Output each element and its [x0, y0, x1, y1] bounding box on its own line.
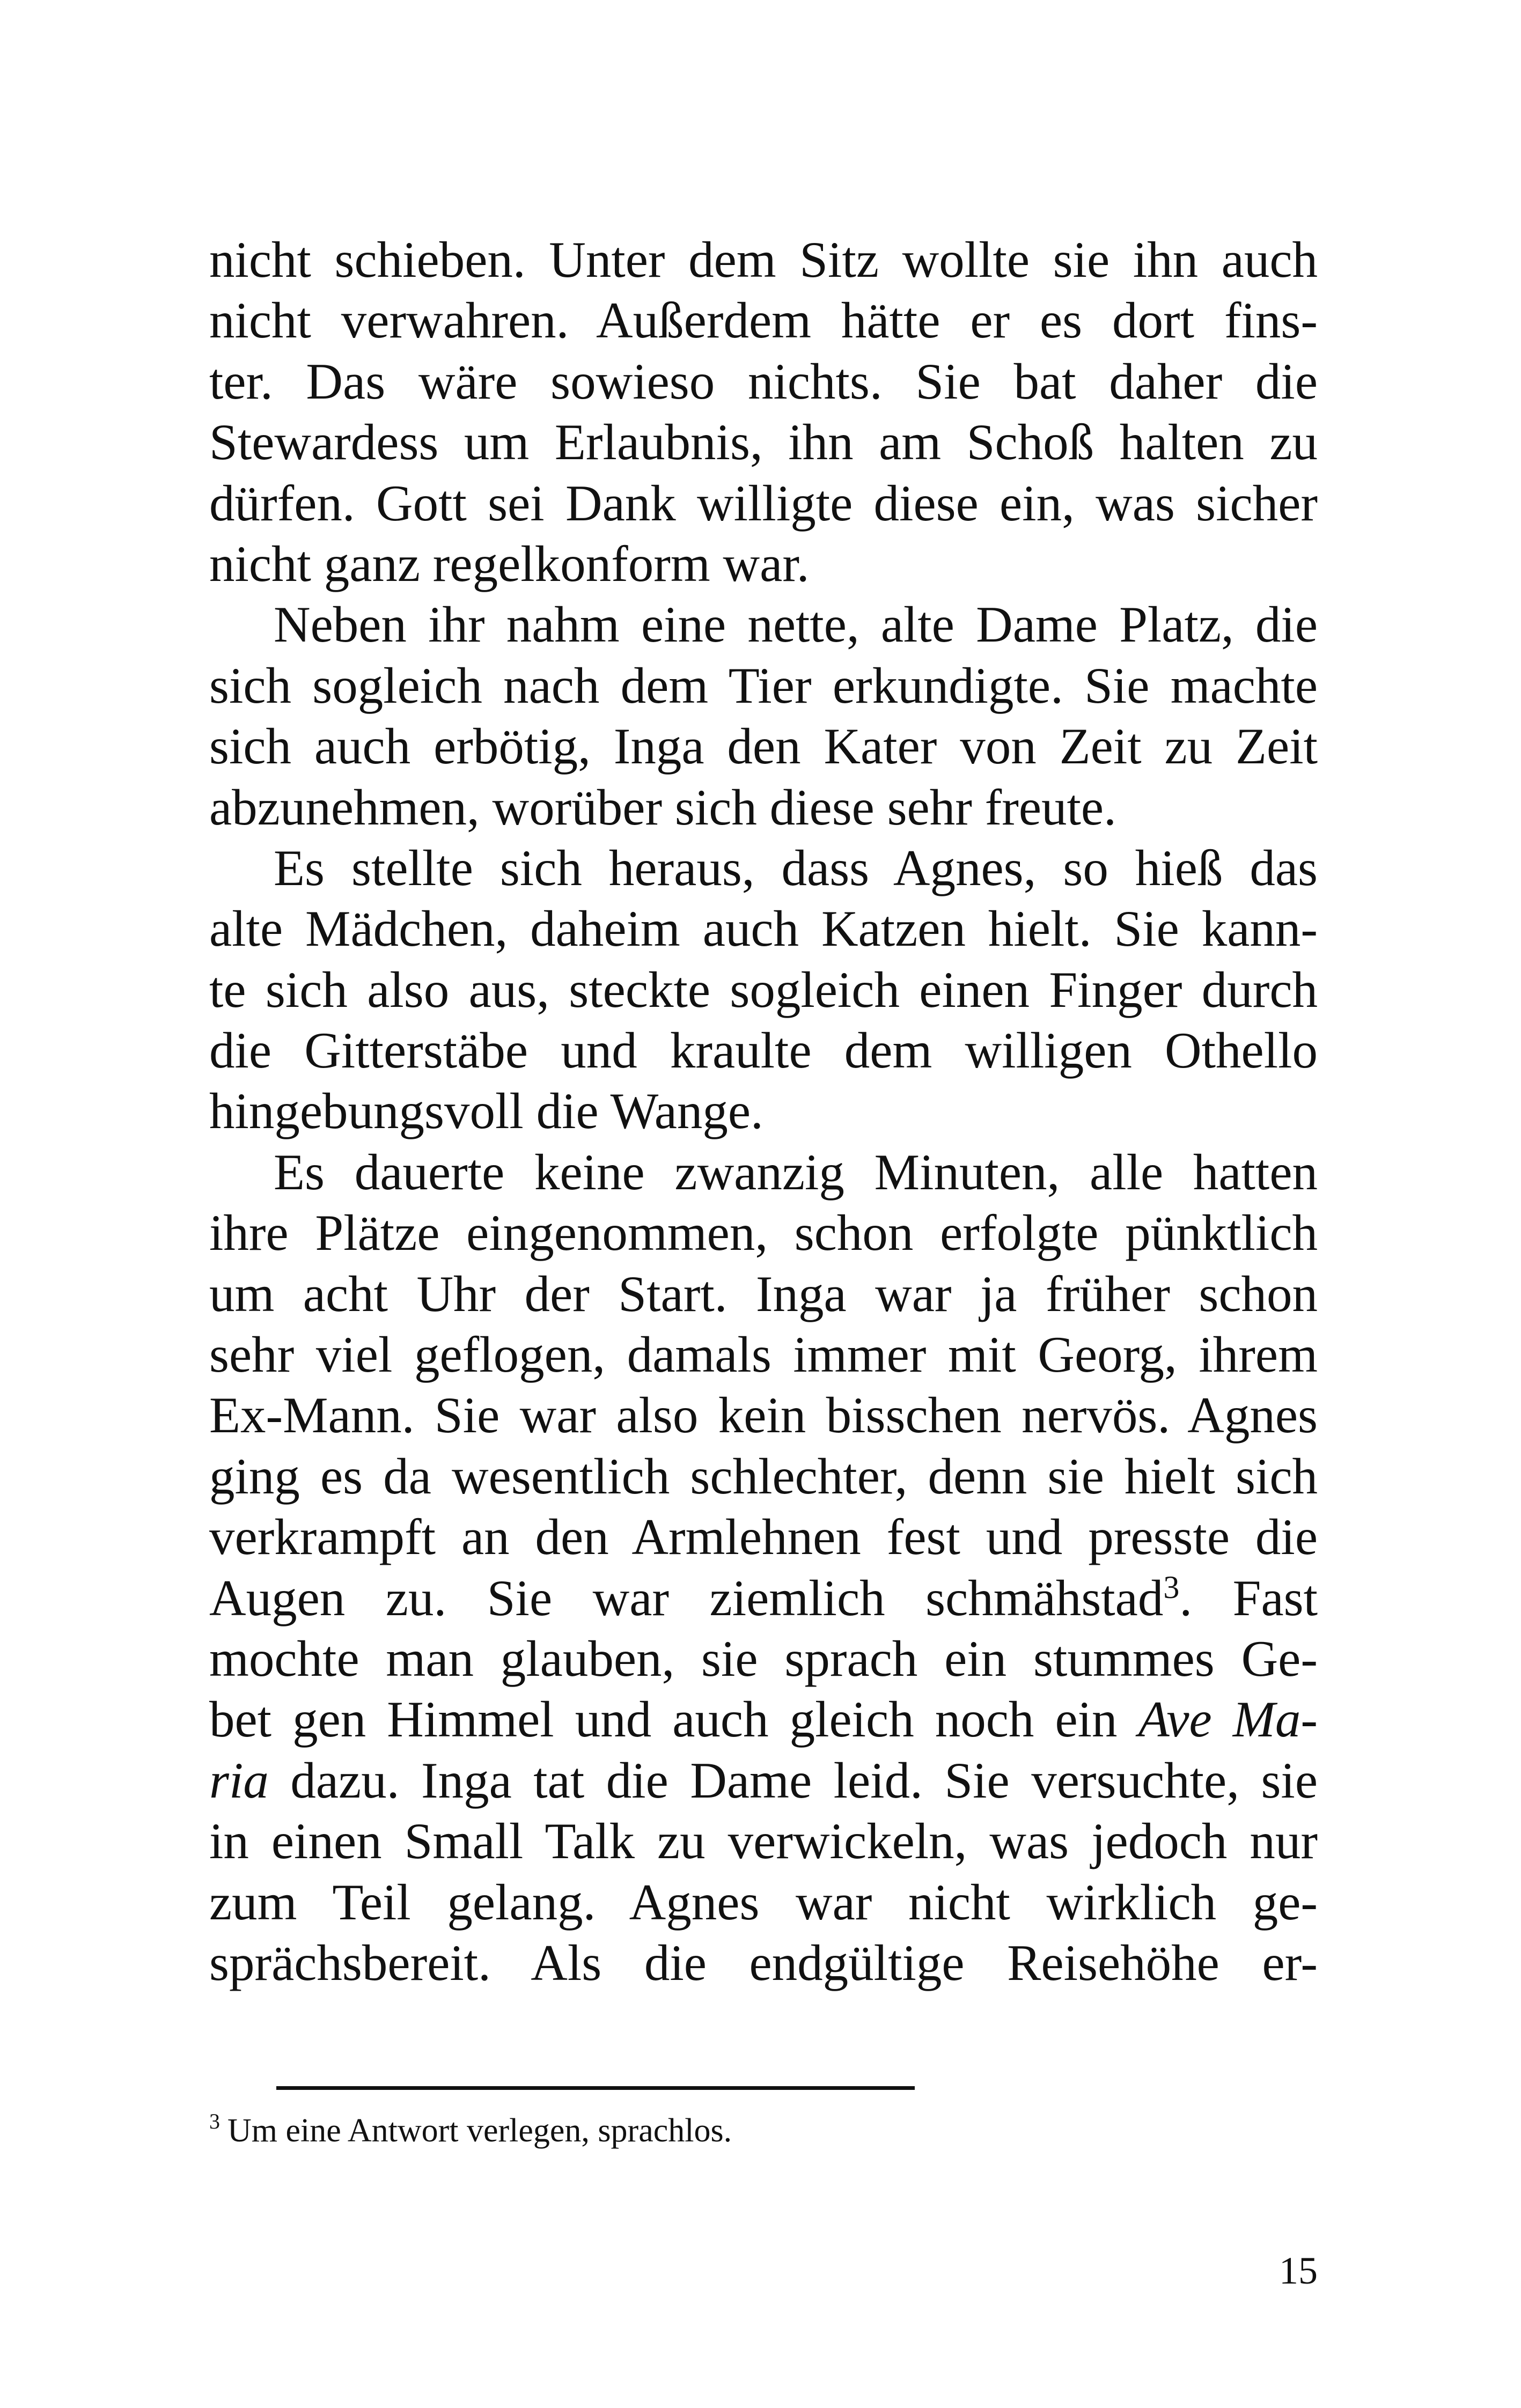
text-line: sich auch erbötig, Inga den Kater von Zeit zu Zeit: [209, 718, 1318, 775]
text-segment: Augen zu. Sie war ziemlich schmähstad: [209, 1569, 1164, 1626]
text-line: Stewardess um Erlaubnis, ihn am Schoß halten zu: [209, 414, 1318, 471]
text-line: nicht ganz regelkonform war.: [209, 535, 810, 592]
footnote-separator-rule: [276, 2086, 915, 2090]
text-line: die Gitterstäbe und kraulte dem willigen Othello: [209, 1022, 1318, 1079]
footnote: [209, 2109, 732, 2152]
text-line: ihre Plätze eingenommen, schon erfolgte pünktlich: [209, 1204, 1318, 1262]
text-line: abzunehmen, worüber sich diese sehr freute.: [209, 778, 1116, 836]
italic-text: ria: [209, 1751, 269, 1809]
text-line: ging es da wesentlich schlechter, denn sie hielt sich: [209, 1447, 1318, 1505]
paragraph-2: [209, 594, 1318, 838]
text-line: Es dauerte keine zwanzig Minuten, alle hatten: [274, 1143, 1318, 1201]
text-line-with-italic: [209, 1689, 1318, 1750]
text-line: alte Mädchen, daheim auch Katzen hielt. Sie kann-: [209, 900, 1318, 958]
text-line: dürfen. Gott sei Dank willigte diese ein, was sicher: [209, 474, 1318, 532]
text-line: Neben ihr nahm eine nette, alte Dame Platz, die: [274, 596, 1318, 653]
text-line: mochte man glauben, sie sprach ein stummes Ge-: [209, 1630, 1318, 1687]
text-line-with-italic: [209, 1750, 1318, 1811]
page-number: 15: [1279, 2249, 1318, 2292]
paragraph-4: [209, 1142, 1318, 1993]
text-line: um acht Uhr der Start. Inga war ja früher schon: [209, 1265, 1318, 1322]
text-line: te sich also aus, steckte sogleich einen Finger durch: [209, 961, 1318, 1018]
text-line: Ex-Mann. Sie war also kein bisschen nervös. Agnes: [209, 1387, 1318, 1444]
text-line: sehr viel geflogen, damals immer mit Georg, ihrem: [209, 1326, 1318, 1383]
text-line: nicht verwahren. Außerdem hätte er es dort fins-: [209, 292, 1318, 349]
text-line: sich sogleich nach dem Tier erkundigte. Sie machte: [209, 657, 1318, 714]
body-text: [209, 230, 1318, 1993]
footnote-number: 3: [209, 2109, 220, 2133]
text-line: zum Teil gelang. Agnes war nicht wirklich ge-: [209, 1873, 1318, 1931]
text-segment: dazu. Inga tat die Dame leid. Sie versuchte, sie: [268, 1751, 1318, 1809]
italic-text: Ave Ma-: [1138, 1691, 1318, 1748]
text-line: in einen Small Talk zu verwickeln, was jedoch nur: [209, 1813, 1318, 1870]
text-line: ter. Das wäre sowieso nichts. Sie bat daher die: [209, 352, 1318, 410]
text-line: sprächsbereit. Als die endgültige Reisehöhe er-: [209, 1934, 1318, 1991]
text-line: Es stellte sich heraus, dass Agnes, so hieß das: [274, 839, 1318, 896]
text-line: hingebungsvoll die Wange.: [209, 1083, 763, 1140]
text-segment: . Fast: [1179, 1569, 1318, 1626]
paragraph-1: [209, 230, 1318, 594]
paragraph-3: [209, 838, 1318, 1142]
footnote-reference: 3: [1163, 1569, 1180, 1605]
text-segment: bet gen Himmel und auch gleich noch ein: [209, 1691, 1138, 1748]
footnote-text: Um eine Antwort verlegen, sprachlos.: [227, 2112, 732, 2149]
text-line: nicht schieben. Unter dem Sitz wollte sie ihn auch: [209, 231, 1318, 288]
text-line: verkrampft an den Armlehnen fest und presste die: [209, 1508, 1318, 1566]
text-line-with-footnote-ref: [209, 1568, 1318, 1629]
